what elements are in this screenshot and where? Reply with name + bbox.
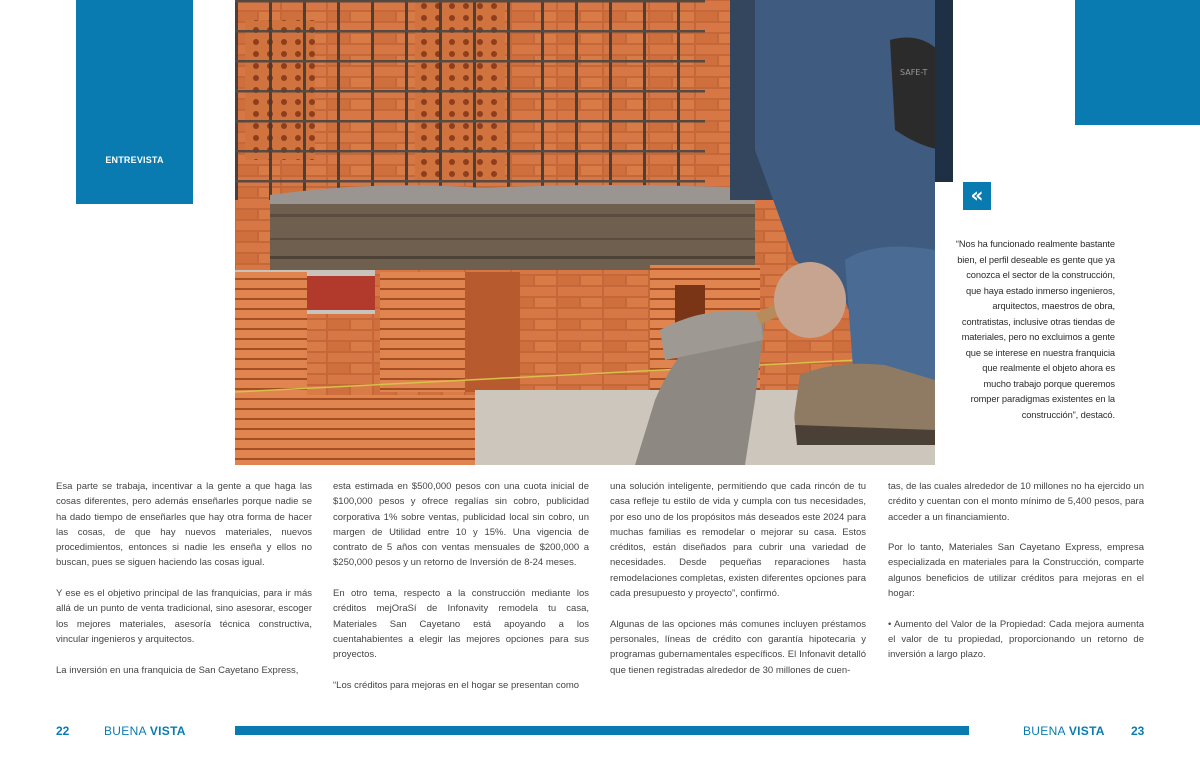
magazine-brand-left [104,724,186,738]
text-column-2 [333,479,589,708]
paragraph: Esa parte se trabaja, incentivar a la gente a que haga las cosas diferentes, pero además enseñarles porque nadie se ha dado tiempo de enseñarles que hay otra forma de hacer las cosas, de que hay nuevos materiales, nuevos procedimientos, entonces si nadie les enseña y ellos no buscan, pues se siguen haciendo las cosas igual. [56,481,312,569]
brand-bold: VISTA [1068,724,1105,738]
magazine-brand-right [1023,724,1105,738]
paragraph: Algunas de las opciones más comunes incluyen préstamos personales, líneas de crédito con garantía hipotecaria y programas gubernamentales específicos. El Infonavit detalló que tienen registradas alrededor de 30 millones de cuen- [610,618,866,676]
paragraph: una solución inteligente, permitiendo que cada rincón de tu casa refleje tu estilo de vida y cumpla con tus necesidades, por eso uno de los propósitos más deseados este 2024 para muchas familias es remodelar o mejorar su casa. Estos créditos, están diseñados para cubrir una variedad de necesidades. Desde pequeñas reparaciones hasta remodelaciones completas, existen diferentes opciones para cada presupuesto y proyecto”, confirmó. [610,481,866,600]
section-tab-label: ENTREVISTA [105,155,164,165]
glove-print: SAFE-T [900,68,928,77]
photo-edge [935,0,953,182]
text-column-4 [888,479,1144,678]
brand-light: BUENA [104,724,147,738]
double-chevron-left-icon: « [963,182,991,210]
text-column-1 [56,479,312,693]
construction-photo [235,0,935,465]
paragraph: esta estimada en $500,000 pesos con una cuota inicial de $100,000 pesos y ofrece regalías sin cobro, publicidad corporativa 1% sobre ventas, publicidad local sin cobro, un margen de Utilidad entre 10 y 15%. Una vigencia de contrato de 5 años con ventas mensuales de $200,000 a $250,000 pesos y un retorno de Inversión de 8-24 meses. [333,481,589,569]
paragraph: La inversión en una franquicia de San Cayetano Express, [56,664,299,676]
page-number-left: 22 [56,724,70,738]
paragraph: “Los créditos para mejoras en el hogar se presentan como [333,679,580,691]
text-column-3 [610,479,866,693]
brand-bold: VISTA [149,724,186,738]
paragraph: tas, de las cuales alrededor de 10 millones no ha ejercido un crédito y cuentan con el monto mínimo de 5,400 pesos, para acceder a un financiamiento. [888,481,1144,523]
section-tab [76,0,193,204]
brand-light: BUENA [1023,724,1066,738]
paragraph: Y ese es el objetivo principal de las franquicias, para ir más allá de un punto de venta tradicional, sino asesorar, escoger los mejores materiales, asesoría técnica constructiva, vincular ingenieros y arquitectos. [56,588,312,645]
paragraph: En otro tema, respecto a la construcción mediante los créditos mejOraSí de Infonavity remodela tu casa, Materiales San Cayetano está apoyando a los cuentahabientes a elegir las mejores opciones para sus proyectos. [333,588,589,661]
footer-bar [235,726,969,735]
paragraph: Por lo tanto, Materiales San Cayetano Express, empresa especializada en materiales para la Construcción, comparte algunos beneficios de utilizar créditos para mejoras en el hogar: [888,542,1144,600]
paragraph: • Aumento del Valor de la Propiedad: Cada mejora aumenta el valor de tu propiedad, proporcionando un retorno de inversión a largo plazo. [888,618,1144,661]
pull-quote: “Nos ha funcionado realmente bastante bien, el perfil deseable es gente que ya conozca el sector de la construcción, que haya estado inmerso ingenieros, arquitectos, maestros de obra, contratistas, inclusive otras tiendas de materiales, pero no excluimos a gente que se interese en nuestra franquicia que realmente el objeto ahora es mucho trabajo porque queremos romper paradigmas existentes en la construcción”, destacó. [955,239,1115,420]
page-number-right: 23 [1131,724,1145,738]
corner-accent-block [1075,0,1200,125]
